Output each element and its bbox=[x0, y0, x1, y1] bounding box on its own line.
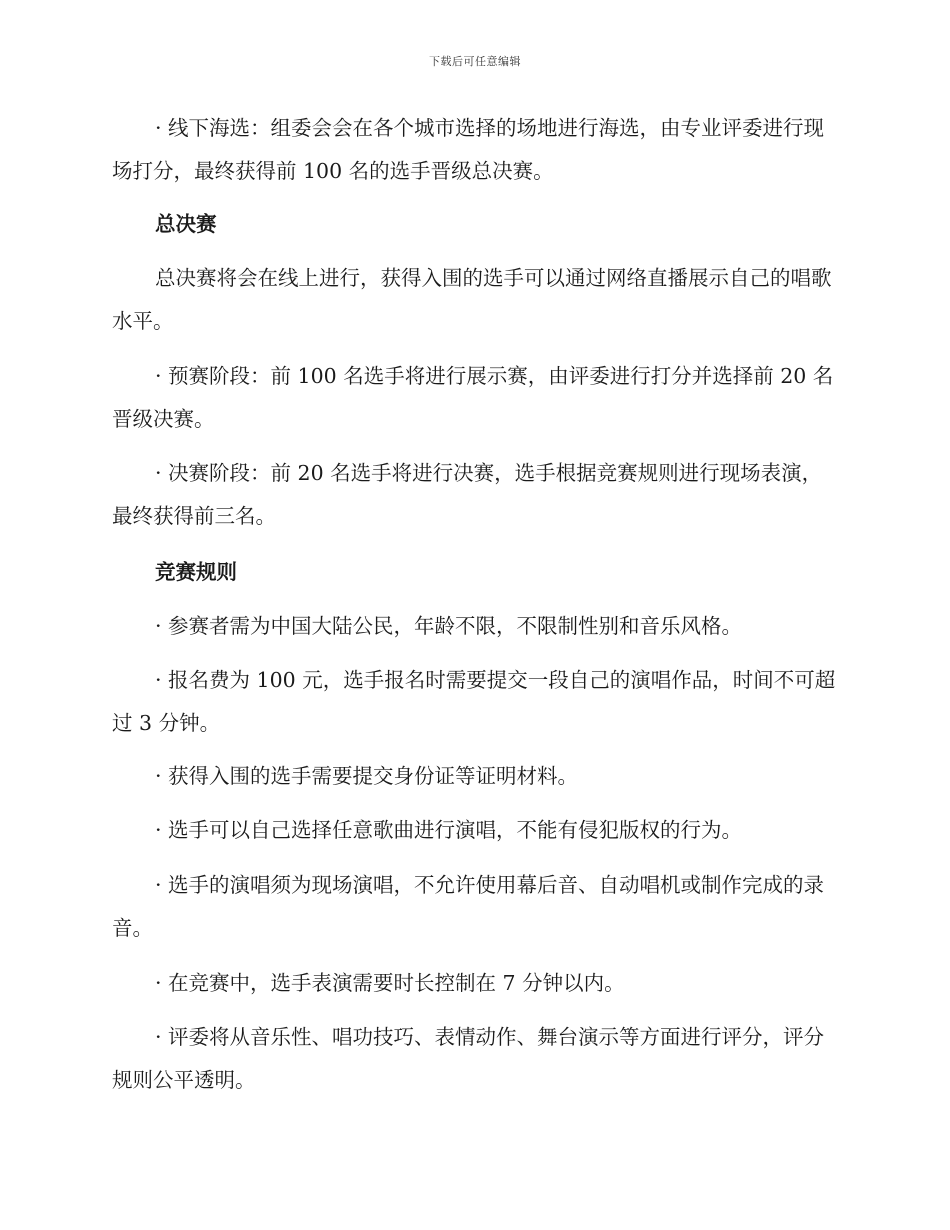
rule-item-2: · 报名费为 100 元，选手报名时需要提交一段自己的演唱作品，时间不可超过 3 分钟。 bbox=[112, 668, 836, 735]
rule-item-1: · 参赛者需为中国大陆公民，年龄不限，不限制性别和音乐风格。 bbox=[155, 614, 743, 638]
rule-item-6: · 在竞赛中，选手表演需要时长控制在 7 分钟以内。 bbox=[155, 971, 625, 995]
paragraph-final-intro: 总决赛将会在线上进行，获得入围的选手可以通过网络直播展示自己的唱歌水平。 bbox=[112, 266, 832, 333]
paragraph-offline-audition: · 线下海选：组委会会在各个城市选择的场地进行海选，由专业评委进行现场打分，最终获得前 100 名的选手晋级总决赛。 bbox=[112, 116, 825, 183]
heading-rules: 竞赛规则 bbox=[155, 560, 237, 584]
paragraph-final-stage: · 决赛阶段：前 20 名选手将进行决赛，选手根据竞赛规则进行现场表演，最终获得前三名。 bbox=[112, 461, 823, 528]
heading-final: 总决赛 bbox=[155, 212, 217, 236]
rule-item-5: · 选手的演唱须为现场演唱，不允许使用幕后音、自动唱机或制作完成的录音。 bbox=[112, 873, 825, 940]
rule-item-3: · 获得入围的选手需要提交身份证等证明材料。 bbox=[155, 764, 579, 788]
page-header: 下载后可任意编辑 bbox=[429, 55, 521, 68]
paragraph-prelim-stage: · 预赛阶段：前 100 名选手将进行展示赛，由评委进行打分并选择前 20 名晋级决赛。 bbox=[112, 364, 834, 431]
rule-item-7: · 评委将从音乐性、唱功技巧、表情动作、舞台演示等方面进行评分，评分规则公平透明。 bbox=[112, 1025, 825, 1092]
rule-item-4: · 选手可以自己选择任意歌曲进行演唱，不能有侵犯版权的行为。 bbox=[155, 818, 743, 842]
